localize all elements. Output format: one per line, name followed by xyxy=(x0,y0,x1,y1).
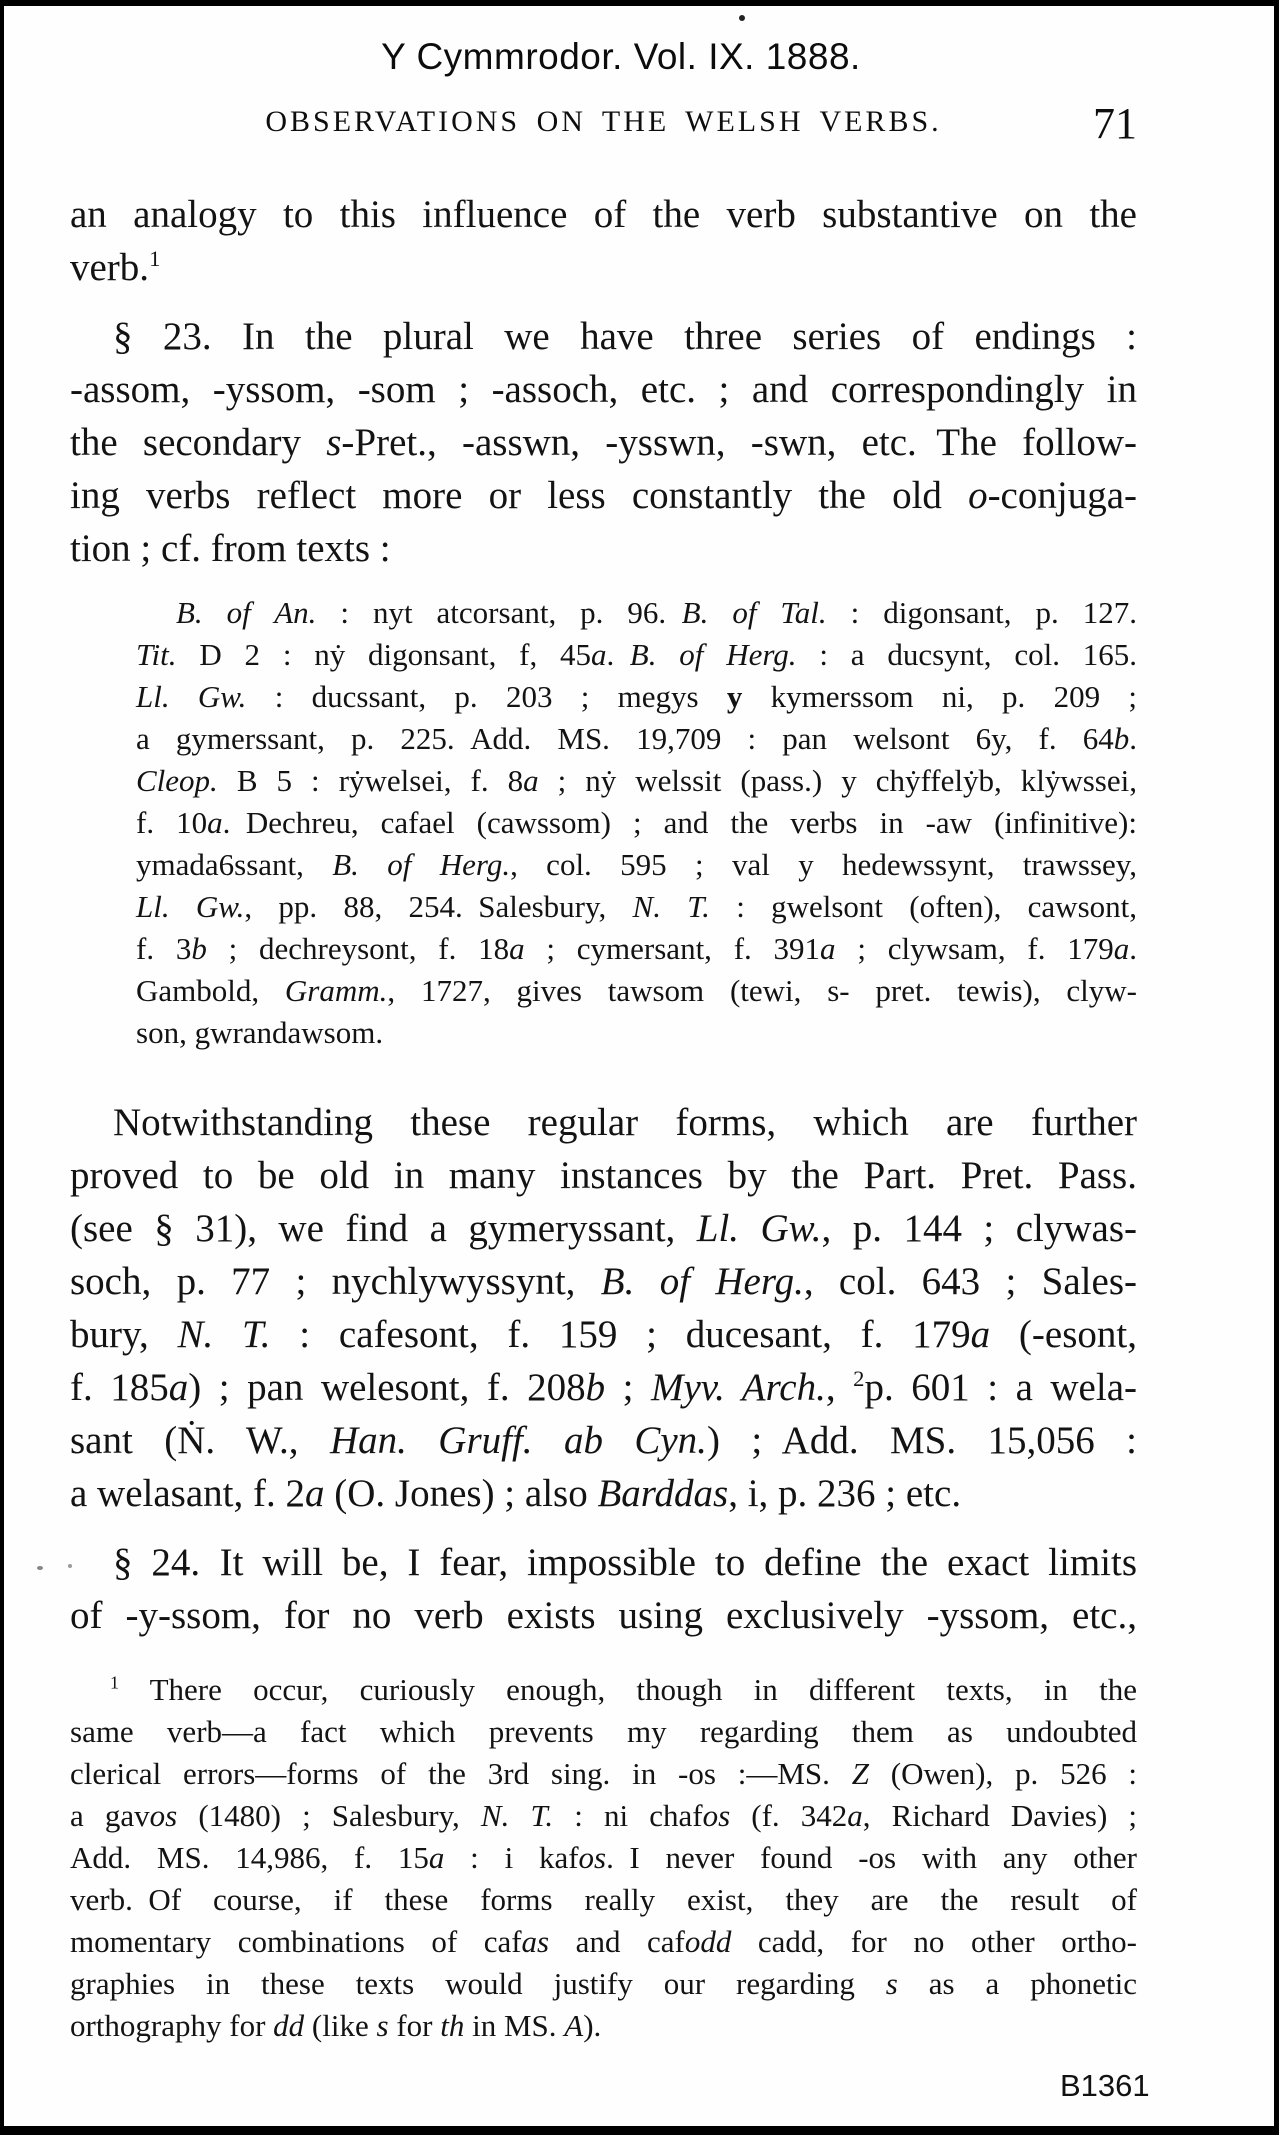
text-segment: Gramm. xyxy=(284,973,388,1008)
text-segment: as a phonetic xyxy=(897,1966,1138,2001)
text-segment: odd xyxy=(684,1924,732,1959)
text-segment: There occur, curiously enough, though in different texts, in the xyxy=(118,1672,1137,1707)
text-segment: s xyxy=(376,2008,389,2043)
text-segment: (1480) ; Salesbury, xyxy=(177,1798,481,1833)
text-segment: -Pret., -asswn, -ysswn, -swn, etc. The follow- xyxy=(341,421,1137,464)
text-segment: (-esont, xyxy=(990,1313,1137,1356)
text-segment: o xyxy=(968,474,988,517)
text-segment: N. T. xyxy=(177,1313,271,1356)
text-segment: N. T. xyxy=(480,1798,554,1833)
text-segment: 1 xyxy=(110,1672,119,1693)
text-line xyxy=(70,1963,1137,2005)
text-segment: : nyt atcorsant, p. 96. xyxy=(316,595,682,630)
text-segment: : a ducsynt, col. 165. xyxy=(796,637,1138,672)
text-segment: the secondary xyxy=(70,421,327,464)
text-segment: : i kaf xyxy=(444,1840,579,1875)
text-segment: Barddas xyxy=(597,1472,729,1515)
text-segment: a xyxy=(1113,931,1130,966)
text-segment: Ll. Gw. xyxy=(136,889,245,924)
citation-block xyxy=(136,592,1137,1054)
text-segment: : cafesont, f. 159 ; ducesant, f. 179 xyxy=(270,1313,971,1356)
text-segment: orthography for xyxy=(70,2008,274,2043)
paragraph-section-23 xyxy=(70,310,1137,575)
text-line xyxy=(70,1255,1137,1308)
text-segment: son, gwrandawsom. xyxy=(136,1015,384,1050)
text-segment: -conjuga- xyxy=(987,474,1137,517)
text-line xyxy=(70,1414,1137,1467)
text-segment: b xyxy=(1113,721,1130,756)
text-segment: , Richard Davies) ; xyxy=(862,1798,1137,1833)
text-segment: ) ; pan welesont, f. 208 xyxy=(188,1366,586,1409)
text-line xyxy=(70,1149,1137,1202)
text-column xyxy=(70,6,1137,2126)
scan-artifact-dot xyxy=(739,15,745,21)
text-line xyxy=(70,1361,1137,1414)
text-segment: : digonsant, p. 127. xyxy=(826,595,1137,630)
text-segment: a gav xyxy=(70,1798,150,1833)
text-segment: (f. 342 xyxy=(730,1798,848,1833)
text-segment: 1 xyxy=(149,246,161,271)
text-segment: an analogy to this influence of the verb substantive on the xyxy=(70,193,1137,236)
text-line xyxy=(136,844,1137,886)
text-segment: a xyxy=(168,1366,189,1409)
text-segment: : ducssant, p. 203 ; megys xyxy=(246,679,727,714)
text-line xyxy=(136,928,1137,970)
text-segment: kymerssom ni, p. 209 ; xyxy=(742,679,1138,714)
text-segment: and caf xyxy=(549,1924,685,1959)
text-segment: a welasant, f. 2 xyxy=(70,1472,305,1515)
text-line xyxy=(70,1795,1137,1837)
text-segment: Notwithstanding these regular forms, which are further xyxy=(113,1101,1137,1144)
text-segment: a xyxy=(305,1472,325,1515)
text-segment: (like xyxy=(304,2008,377,2043)
text-segment: for xyxy=(388,2008,441,2043)
text-segment: , xyxy=(825,1366,854,1409)
text-line xyxy=(70,188,1137,241)
text-line xyxy=(70,1669,1137,1711)
text-segment: N. T. xyxy=(632,889,710,924)
page-number: 71 xyxy=(1093,99,1137,148)
text-segment: Cleop. xyxy=(136,763,218,798)
text-segment: ; cymersant, f. 391 xyxy=(524,931,821,966)
text-line xyxy=(70,1467,1137,1520)
text-segment: Ll. Gw. xyxy=(136,679,247,714)
text-segment: a xyxy=(207,805,223,840)
text-line xyxy=(70,310,1137,363)
text-line xyxy=(136,1012,1137,1054)
text-segment: : ni chaf xyxy=(553,1798,703,1833)
text-segment: in MS. xyxy=(464,2008,565,2043)
text-segment: dd xyxy=(273,2008,305,2043)
text-segment: f. 185 xyxy=(70,1366,169,1409)
text-segment: ymada6ssant, xyxy=(136,847,333,882)
text-segment: § 23. In the plural we have three series of endings : xyxy=(113,315,1137,358)
text-line xyxy=(70,1879,1137,1921)
text-segment: s xyxy=(326,421,342,464)
text-segment: Ll. Gw. xyxy=(696,1207,822,1250)
text-segment: as xyxy=(521,1924,550,1959)
text-segment: verb. xyxy=(70,246,150,289)
text-segment: A xyxy=(564,2008,584,2043)
text-line xyxy=(70,1711,1137,1753)
text-segment: soch, p. 77 ; nychlywyssynt, xyxy=(70,1260,601,1303)
text-segment: a xyxy=(591,637,607,672)
text-segment: y xyxy=(726,679,743,714)
text-segment: s xyxy=(885,1966,898,2001)
text-line xyxy=(136,760,1137,802)
text-line xyxy=(70,1536,1137,1589)
text-segment: , p. 144 ; clywas- xyxy=(821,1207,1138,1250)
text-segment: Han. Gruff. ab Cyn. xyxy=(329,1419,707,1462)
text-segment: a xyxy=(509,931,525,966)
text-segment: os xyxy=(702,1798,731,1833)
text-segment: a xyxy=(523,763,539,798)
text-segment: f. 10 xyxy=(136,805,208,840)
text-segment: Add. MS. 14,986, f. 15 xyxy=(70,1840,429,1875)
catalog-stamp: B1361 xyxy=(1060,2068,1150,2103)
text-segment: -assom, -yssom, -som ; -assoch, etc. ; and correspondingly in xyxy=(70,368,1137,411)
text-segment: Tit. xyxy=(136,637,177,672)
text-segment: § 24. It will be, I fear, impossible to define the exact limits xyxy=(113,1541,1137,1584)
text-line xyxy=(70,1096,1137,1149)
text-segment: Z xyxy=(851,1756,869,1791)
text-segment: a xyxy=(847,1798,863,1833)
text-segment: f. 3 xyxy=(136,931,192,966)
paragraph-notwithstanding xyxy=(70,1096,1137,1520)
scan-artifact-dot xyxy=(37,1566,43,1570)
text-segment: B. of An. xyxy=(176,595,317,630)
text-segment: B. of Herg. xyxy=(332,847,511,882)
text-segment: , col. 643 ; Sales- xyxy=(803,1260,1137,1303)
text-segment: a xyxy=(428,1840,445,1875)
text-line xyxy=(70,2005,1137,2047)
text-segment: B. of Tal. xyxy=(681,595,827,630)
text-segment: D 2 : nẏ digonsant, f, 45 xyxy=(176,637,592,672)
volume-header: Y Cymmrodor. Vol. IX. 1888. xyxy=(381,36,861,77)
paragraph-section-24 xyxy=(70,1536,1137,1642)
text-segment: . xyxy=(1129,931,1138,966)
text-segment: 2 xyxy=(853,1366,865,1391)
text-segment: . Dechreu, cafael (cawssom) ; and the verbs in -aw (infinitive): xyxy=(222,805,1137,840)
text-segment: ; clywsam, f. 179 xyxy=(835,931,1114,966)
text-segment: b xyxy=(191,931,207,966)
text-segment: proved to be old in many instances by the Part. Pret. Pass. xyxy=(70,1154,1137,1197)
text-segment: ; nẏ welssit (pass.) y chẏffelẏb, klẏwssei, xyxy=(538,763,1137,798)
text-segment: tion ; cf. from texts : xyxy=(70,527,391,570)
text-segment: , i, p. 236 ; etc. xyxy=(728,1472,962,1515)
text-segment: . xyxy=(606,637,630,672)
text-segment: b xyxy=(585,1366,606,1409)
text-segment: of -y-ssom, for no verb exists using exclusively -yssom, etc., xyxy=(70,1594,1137,1637)
text-segment: cadd, for no other ortho- xyxy=(731,1924,1137,1959)
text-segment: (O. Jones) ; also xyxy=(324,1472,598,1515)
text-segment: a xyxy=(970,1313,991,1356)
text-segment: a gymerssant, p. 225. Add. MS. 19,709 : pan welsont 6y, f. 64 xyxy=(136,721,1114,756)
text-line xyxy=(136,676,1137,718)
text-segment: . I never found -os with any other xyxy=(606,1840,1137,1875)
text-line xyxy=(136,970,1137,1012)
text-segment: , pp. 88, 254. Salesbury, xyxy=(244,889,633,924)
text-line xyxy=(136,634,1137,676)
text-line xyxy=(70,363,1137,416)
text-segment: (see § 31), we find a gymeryssant, xyxy=(70,1207,697,1250)
text-segment: graphies in these texts would justify our regarding xyxy=(70,1966,886,2001)
text-line xyxy=(70,1589,1137,1642)
text-segment: verb. Of course, if these forms really exist, they are the result of xyxy=(70,1882,1137,1917)
text-line xyxy=(70,469,1137,522)
text-segment: ; xyxy=(605,1366,651,1409)
text-segment: th xyxy=(440,2008,465,2043)
text-line xyxy=(70,1837,1137,1879)
text-segment: B 5 : rẏwelsei, f. 8 xyxy=(217,763,524,798)
text-segment: B. of Herg. xyxy=(600,1260,804,1303)
text-segment: clerical errors—forms of the 3rd sing. in -os :—MS. xyxy=(70,1756,852,1791)
running-head: OBSERVATIONS ON THE WELSH VERBS. xyxy=(265,105,942,138)
text-segment: p. 601 : a wela- xyxy=(864,1366,1137,1409)
text-segment: momentary combinations of caf xyxy=(70,1924,522,1959)
paragraph-continuation xyxy=(70,188,1137,294)
text-segment: , col. 595 ; val y hedewssynt, trawssey, xyxy=(510,847,1138,882)
text-segment: ) ; Add. MS. 15,056 : xyxy=(706,1419,1137,1462)
text-segment: Myv. Arch. xyxy=(650,1366,826,1409)
text-line xyxy=(136,718,1137,760)
footnote xyxy=(70,1669,1137,2047)
text-segment: ). xyxy=(583,2008,602,2043)
text-line xyxy=(70,1921,1137,1963)
text-line xyxy=(136,592,1137,634)
text-segment: B. of Herg. xyxy=(629,637,797,672)
text-line xyxy=(70,241,1137,294)
text-line xyxy=(136,802,1137,844)
text-line xyxy=(70,1753,1137,1795)
text-segment: os xyxy=(149,1798,178,1833)
text-segment: (Owen), p. 526 : xyxy=(868,1756,1137,1791)
text-line xyxy=(70,416,1137,469)
text-segment: : gwelsont (often), cawsont, xyxy=(709,889,1138,924)
text-segment: ; dechreysont, f. 18 xyxy=(206,931,510,966)
text-line xyxy=(70,1308,1137,1361)
text-segment: ing verbs reflect more or less constantly the old xyxy=(70,474,969,517)
text-segment: os xyxy=(578,1840,607,1875)
text-line xyxy=(70,1202,1137,1255)
text-line xyxy=(136,886,1137,928)
text-segment: Gambold, xyxy=(136,973,285,1008)
text-segment: a xyxy=(820,931,836,966)
text-segment: bury, xyxy=(70,1313,178,1356)
scan-artifact-dot xyxy=(68,1564,72,1568)
text-segment: . xyxy=(1129,721,1137,756)
text-line xyxy=(70,522,1137,575)
text-segment: sant (Ṅ. W., xyxy=(70,1419,330,1462)
text-segment: , 1727, gives tawsom (tewi, s- pret. tewis), clyw- xyxy=(387,973,1137,1008)
text-segment: same verb—a fact which prevents my regarding them as undoubted xyxy=(70,1714,1137,1749)
